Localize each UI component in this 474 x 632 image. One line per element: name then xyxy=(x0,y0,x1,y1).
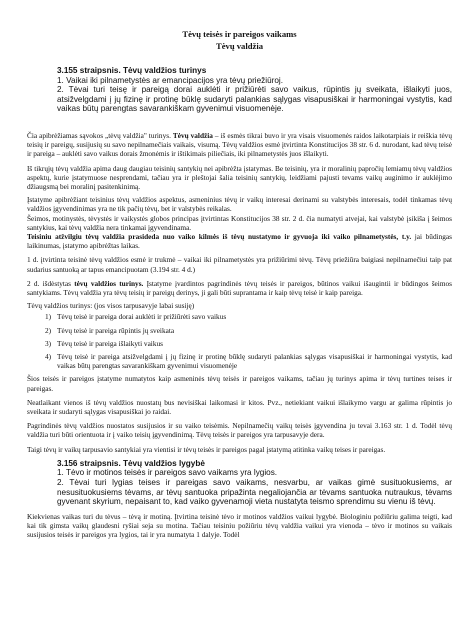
paragraph: Neatlaikant vienos iš tėvų valdžios nuostatų bus nevisiškai laikomasi ir kitos. Pvz., netiekiant vaikui išlaikymo vargu ar galima rūpintis jo sveikata ir sudaryti sąlygas visapusiškai jo raidai. xyxy=(27,397,452,417)
paragraph: Čia apibrėžiamas sąvokos „tėvų valdžia" turinys. Tėvų valdžia – iš esmės tikrai buvo ir yra visais visuomenės raidos laikotarpiais ir reiškia tėvų teisių ir pareigų, susijusių su savo nepilnamečiais vaikais, visumą. Tėvų valdžios esmė įtvirtinta Konstitucijos 38 str. 6 d. nurodant, kad tėvų teisė ir pareiga – auklėti savo vaikus dorais žmonėmis ir ištikimais piliečiais, iki pilnametystės juos išlaikyti. xyxy=(27,130,452,159)
article-item: 2. Tėvai turi lygias teises ir pareigas savo vaikams, nesvarbu, ar vaikas gimė susituokusiems, ar nesusituokusiems tėvams, ar tėvų santuoka pripažinta negaliojančia ar tėvams santuoka nutraukus, tėvams gyvenant skyrium, nepaisant to, kad vaiko gyvenamoji vieta nustatyta teismo sprendimu su vienu iš tėvų. xyxy=(57,478,452,507)
list-item: 2) Tėvų teisė ir pareiga rūpintis jų sveikata xyxy=(45,325,175,335)
paragraph-bold: Teisiniu atžvilgiu tėvų valdžia prasideda nuo vaiko kilmės iš tėvų nustatymo ir gyvuoja iki vaiko pilnametystės, t.y. jai būdingas laikinumas, įstatymo apibrėžtas laikas. xyxy=(27,232,452,251)
paragraph: Iš tikrųjų tėvų valdžia apima daug daugiau teisinių santykių nei apibrėžta įstatymas. Be teisinių, yra ir moralinių papročių lemiamų tėvų valdžios aspektų, kurie įstatymuose nesprendami, tačiau yra ir pleštojai šalia teisinių santykių, leidžiami pajusti tevams vaikų auginimo ir auklėjimo džiaugsmą bei moralinį pasitenkinimą. xyxy=(27,163,452,191)
bold-term: tėvų valdžios turinys. xyxy=(74,278,144,288)
paragraph: Kiekvienas vaikas turi du tėvus – tėvą ir motiną. Įtvirtina teisinė tėvo ir motinos valdžios vaikui lygybė. Biologiniu požiūriu galima teigti, kad kai tik gimsta vaikų glaudesni ryšiai seja su motina. Tačiau teisiniu požiūriu tėvų valdžia vaikui yra vienoda – tėvo ir motinos su vaikais susijusios teisės ir pareigos yra lygios, tai ir yra numatyta 1 dalyje. Todėl xyxy=(27,511,452,540)
list-item: 1) Tėvų teisė ir pareiga dorai auklėti ir prižiūrėti savo vaikus xyxy=(45,312,227,322)
paragraph: Šios teisės ir pareigos įstatyme numatytos kaip asmeninės tėvų teisės ir pareigos vaikams, tačiau jų turinys apima ir tėvų turtines teises ir pareigas. xyxy=(27,374,452,393)
paragraph: Taigi tėvų ir vaikų tarpusavio santykiai yra vientisi ir tėvų teisės ir pareigos pagal įstatymą atitinka vaikų teises ir pareigas. xyxy=(27,444,386,454)
rights-list xyxy=(27,312,452,370)
article-item: 1. Vaikai iki pilnametystės ar emancipacijos yra tėvų priežiūroj. xyxy=(57,75,284,85)
document-title: Tėvų teisės ir pareigos vaikams xyxy=(182,29,297,39)
article-item: 1. Tėvo ir motinos teisės ir pareigos savo vaikams yra lygios. xyxy=(57,468,278,478)
paragraph: Įstatyme apibrėžiant teisinius tėvų valdžios aspektus, asmeninius tėvų ir vaikų interesai derinami su valstybės interesais, todėl tinkamas tėvų valdžios įgyvendinimas yra ne tik pačių tėvų, bet ir valstybės reikalas. xyxy=(27,195,452,214)
paragraph: Šeimos, motinystės, tėvystės ir vaikystės globos principas įtvirtintas Konstitucijos 38 str. 2 d. čia numatyti atvejai, kai valstybė įsikiša į šeimos santykius, kai tėvų valdžia nera tinkamai įgyvendinama. xyxy=(27,213,452,232)
paragraph: Pagrindinės tėvų valdžios nuostatos susijusios ir su vaiko teisėmis. Nepilnamečių vaikų teisės įgyvendina ju tevai 3.163 str. 1 d. Todėl tėvų valdžia turi būti orientuota ir į vaiko teisių įgyvendinimą. Tėvų teisės ir pareigos yra tarpusavyje dera. xyxy=(27,421,452,440)
article-3-156 xyxy=(27,459,452,507)
article-item: 2. Tėvai turi teisę ir pareigą dorai auklėti ir prižiūrėti savo vaikus, rūpintis jų sveikata, išlaikyti juos, atsižvelgdami į jų fizinę ir protinę būklę sudaryti palankias sąlygas visapusiškai ir harmoningai vystytis, kad vaikas būtų parengtas savarankiškam gyvenimui visuomenėje. xyxy=(57,85,452,114)
document-subtitle: Tėvų valdžia xyxy=(215,41,264,51)
list-item: 3) Tėvų teisė ir pareiga išlaikyti vaikus xyxy=(45,338,163,348)
article-heading: 3.156 straipsnis. Tėvų valdžios lygybė xyxy=(57,458,205,468)
list-item: 4) Tėvų teisė ir pareiga atsižvelgdami į jų fizinę ir protinę būklę sudaryti palankias sąlygas visapusiškai ir harmoningai vystytis, kad vaikas būtų parengtas savarankiškam gyvenimui visuomenėje xyxy=(45,352,452,371)
paragraph: Tėvų valdžios turinys: (jos visos tarpusavyje labai susiję) xyxy=(27,301,195,311)
article-heading: 3.155 straipsnis. Tėvų valdžios turinys xyxy=(57,66,207,75)
paragraph: 1 d. įtvirtinta teisinė tėvų valdžios esmė ir trukmė – vaikai iki pilnametystės yra prižiūrimi tėvų. Tėvų priežiūra baigiasi nepilnamečiui taip pat sudarius santuoką ar tapus emancipuotam (3.194 str. 4 d.) xyxy=(27,255,452,274)
bold-term: Tėvų valdžia xyxy=(172,130,213,140)
paragraph: 2 d. išdėstytas tėvų valdžios turinys. Įstatyme įvardintos pagrindinės tėvų teisės ir pareigos, būtinos vaikui išaugintii ir būdingos šeimos santykiams. Tėvų valdžia yra tėvų teisių ir pareigų derinys, ji gali būti suprantama ir kaip tėvų teisė ir kaip pareiga. xyxy=(27,278,452,298)
article-3-155 xyxy=(27,66,452,114)
